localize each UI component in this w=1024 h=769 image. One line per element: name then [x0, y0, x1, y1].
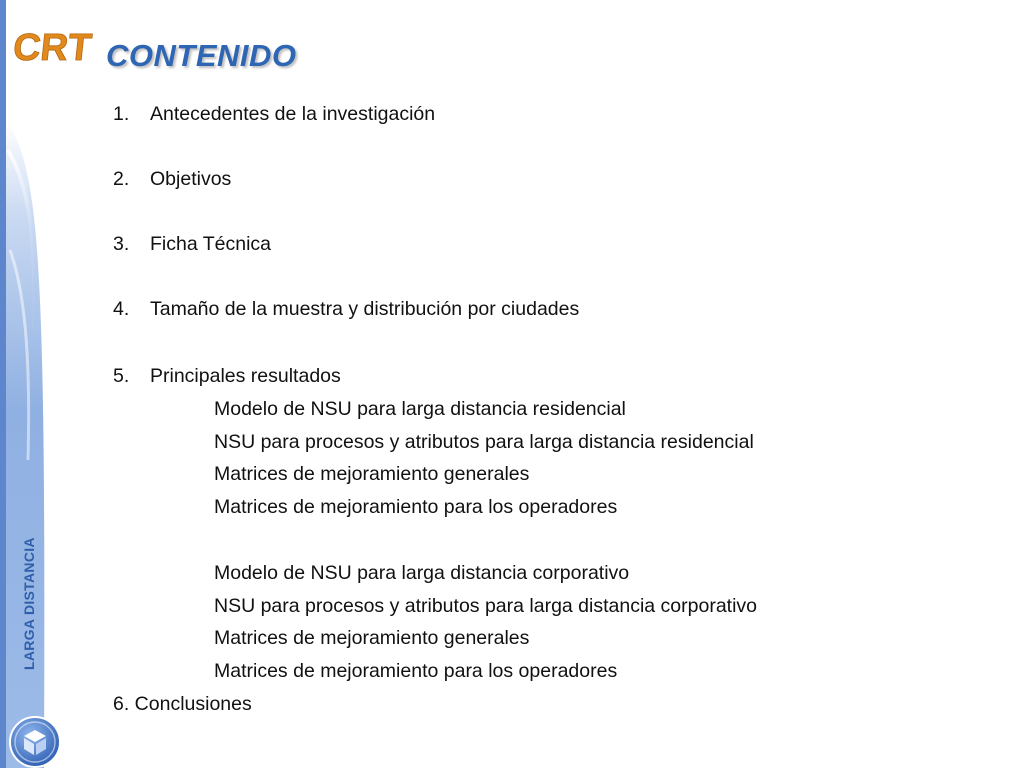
list-item-label: Objetivos: [150, 168, 232, 190]
list-item-label: Ficha Técnica: [150, 233, 272, 255]
list-item-number: 2.: [113, 168, 130, 190]
list-item: [113, 232, 271, 256]
list-item-number: 3.: [113, 233, 130, 255]
list-item-label: Antecedentes de la investigación: [150, 103, 436, 125]
sub-item-residencial: Matrices de mejoramiento generales: [214, 463, 530, 485]
sub-item-corporativo: Modelo de NSU para larga distancia corporativo: [214, 562, 630, 584]
list-item: [113, 102, 435, 126]
crt-logo: [11, 22, 94, 74]
list-item: [113, 297, 579, 321]
side-label: LARGA DISTANCIA: [21, 537, 37, 671]
crt-logo-text: CRT: [11, 27, 94, 69]
cube-emblem-icon: [8, 715, 62, 769]
list-item-conclusiones: 6. Conclusiones: [113, 693, 252, 715]
sub-item-residencial: Modelo de NSU para larga distancia residencial: [214, 398, 626, 420]
list-item-label: Tamaño de la muestra y distribución por ciudades: [150, 298, 580, 320]
sub-item-corporativo: Matrices de mejoramiento generales: [214, 627, 530, 649]
list-item-label: Principales resultados: [150, 365, 341, 387]
sub-item-corporativo: Matrices de mejoramiento para los operadores: [214, 660, 618, 682]
list-item-number: 1.: [113, 103, 130, 125]
sub-item-residencial: Matrices de mejoramiento para los operadores: [214, 496, 618, 518]
list-item: [113, 364, 341, 388]
list-item-number: 4.: [113, 298, 130, 320]
list-item: [113, 167, 231, 191]
list-item-number: 5.: [113, 365, 130, 387]
slide-title: CONTENIDO: [106, 38, 297, 73]
sub-item-corporativo: NSU para procesos y atributos para larga distancia corporativo: [214, 595, 758, 617]
sub-item-residencial: NSU para procesos y atributos para larga distancia residencial: [214, 431, 754, 453]
